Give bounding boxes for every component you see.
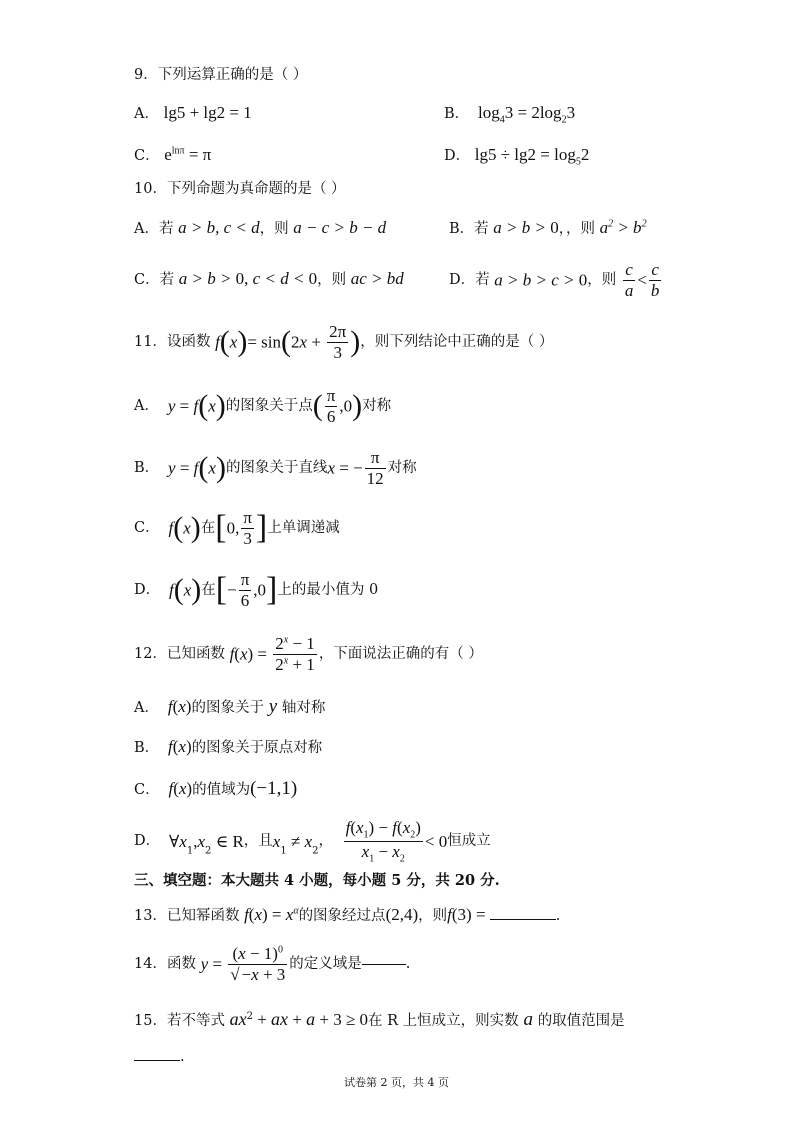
option-label: D． [134,581,161,598]
text: 对称 [387,459,417,476]
text: 上的最小值为 0 [277,581,379,598]
fraction: $\frac{2^x - 1}{2^x + 1}$ [275,634,315,674]
option-label: B． [134,459,160,476]
text: 的图象关于 [191,700,264,716]
option-label: C． [134,782,160,798]
option-label: A． [134,700,159,716]
q9-option-a [134,104,252,122]
text: 若 [159,272,175,288]
text: 13．已知幂函数 [134,908,240,924]
fraction: $\frac{\pi}{12}$ [366,448,384,488]
q12-option-a: A． f(x)的图象关于 y 轴对称 [134,696,326,717]
text: 若 [158,221,174,237]
q11-stem: 11．设函数 f(x)= sin(2x + $\frac{2\pi}{3}$ )，则下列结论中正确的是（ ） [134,322,554,362]
q9-stem: 9．下列运算正确的是（ ） [134,67,308,83]
q10-option-d: D．若 a > b > c > 0，则 $\frac{c}{a}$ < $\frac{c}{b}$ [449,260,660,300]
answer-blank[interactable] [362,964,406,965]
math: ac > bd [350,269,404,288]
q12-option-c: C． f(x)的值域为(−1,1) [134,778,298,799]
q9-option-d [444,146,589,167]
option-label: A． [134,106,159,122]
math: a > b, c < d [178,218,260,237]
text: 的值域为 [192,782,251,798]
q9-option-b [444,104,575,125]
text: 轴对称 [281,700,326,716]
q11-option-b: B． y = f(x)的图象关于直线x = − $\frac{\pi}{12}$ 对称 [134,448,417,488]
text: 若 [474,221,489,237]
option-label: C． [134,519,160,536]
text: 在 [201,581,216,598]
fraction: $\frac{c}{a}$ [624,260,634,300]
q10-option-c: C．若 a > b > 0, c < d < 0，则 ac > bd [134,269,404,288]
text: ，下面说法正确的有（ ） [318,645,483,662]
text: ，则 [587,271,617,288]
option-label: A． [134,397,159,414]
option-label: D． [134,833,161,850]
option-label: B． [449,221,475,237]
text: 的图象关于直线 [225,459,328,476]
option-label: B． [134,740,160,756]
text: ，则 [317,272,347,288]
text: . [555,908,561,924]
text: 15．若不等式 [134,1013,225,1029]
option-label: D． [444,148,471,164]
text: 的图象经过点 [298,908,386,924]
q10-option-a [134,219,386,237]
fraction: $\frac{f(x_1) - f(x_2)}{x_1 - x_2}$ [345,818,421,865]
q10-stem: 10．下列命题为真命题的是（ ） [134,181,346,197]
q12-option-b: B． f(x)的图象关于原点对称 [134,737,323,756]
section-header: 三、填空题：本大题共 4 小题，每小题 5 分，共 20 分. [134,872,500,889]
text: 对称 [362,397,392,414]
text: . [180,1049,185,1065]
text: 的定义域是 [289,955,362,972]
answer-blank[interactable] [134,1060,180,1061]
text: 若 [475,271,490,288]
fraction: $\frac{\pi}{6}$ [326,386,336,426]
text: ， [318,833,333,850]
text: 上单调递减 [267,519,340,536]
q9-d-math: $\lg 5 \div \lg 2 = \log_52$ [474,145,590,168]
math: a > b > c > [494,270,579,290]
math: a − c > b − d [293,218,387,237]
q11-option-a: A． y = f(x)的图象关于点( $\frac{\pi}{6}$ ,0)对称 [134,386,392,426]
text: 12．已知函数 [134,645,225,662]
option-label: C． [134,272,160,288]
option-label: C． [134,148,160,164]
fraction: $\frac{2\pi}{3}$ [329,322,347,362]
text: 的图象关于原点对称 [191,740,323,756]
q10-option-b: B．若 a > b > 0，，则 $a^2 > b^2$ [449,218,647,237]
q15-blank-line [134,1050,185,1065]
math: $a^2 > b^2$ [599,218,647,237]
text: 的取值范围是 [537,1013,625,1029]
fraction: $\frac{c}{b}$ [650,260,660,300]
q12-stem: 12．已知函数 f(x) = $\frac{2^x - 1}{2^x + 1}$ ，下面说法正确的有（ ） [134,634,483,674]
q9-c-math: $e^{ln\pi} = \pi$ [164,145,212,164]
q12-option-d: D． $\forall x_1,x_2$ ∈ R，且$x_1 \ne x_2$， $\frac{f(x_1) - f(x_2)}{x_1 - x_2}$ < 0恒成立 [134,818,491,865]
text: 11．设函数 [134,333,211,350]
q13: 13．已知幂函数 $f(x) = x^\alpha$的图象经过点(2,4)，则f(3) = . [134,905,561,924]
math: a > b > [493,218,551,237]
text: ，则 [259,221,289,237]
text: 的图象关于点 [225,397,313,414]
q11-option-d: D． f(x)在[− $\frac{\pi}{6}$ ,0]上的最小值为 0 [134,570,379,610]
option-label: B． [444,106,470,122]
q14: 14．函数 y = $\frac{(x - 1)^0}{√ -x + 3}$ 的定义域是 . [134,944,411,984]
option-label: A． [134,221,159,237]
option-label: D． [449,271,476,288]
q9-a-math: lg5 + lg2 = 1 [163,103,252,122]
fraction: $\frac{\pi}{3}$ [243,508,252,548]
text: ，则 [418,908,448,924]
text: 在 [200,519,216,536]
q11-option-c: C． f(x)在[0, $\frac{\pi}{3}$ ]上单调递减 [134,508,340,548]
q9-b-math: $\log_43 = 2\log_23$ [473,103,576,126]
fraction: $\frac{(x - 1)^0}{√ -x + 3}$ [230,944,286,984]
text: 恒成立 [447,833,491,850]
text: 在 R 上恒成立，则实数 [368,1013,519,1029]
text: ，且 [243,833,273,850]
math: a > b > [178,269,236,288]
page-footer: 试卷第 2 页，共 4 页 [344,1076,449,1089]
answer-blank[interactable] [490,919,556,920]
text: ，，则 [558,221,595,237]
q9-option-c [134,146,211,164]
text: . [405,955,411,972]
q15: 15．若不等式 $ax^2$ + ax + a + 3 ≥ 0在 R 上恒成立，则实数 a 的取值范围是 [134,1009,625,1030]
text: 14．函数 [134,955,196,972]
math: f [215,332,220,352]
text: ，则下列结论中正确的是（ ） [360,333,554,350]
fraction: $\frac{\pi}{6}$ [240,570,250,610]
